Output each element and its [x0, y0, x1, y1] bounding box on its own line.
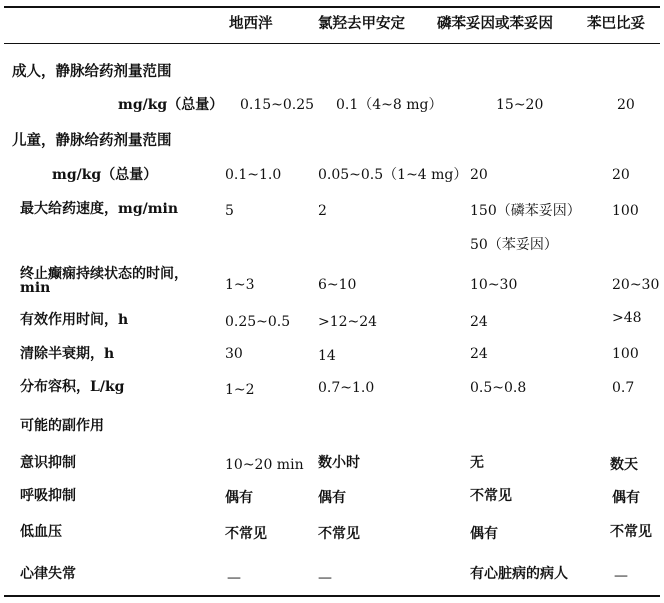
table-cell: 10~30: [470, 277, 518, 293]
table-cell: 不常见: [610, 524, 652, 540]
table-cell: 有心脏病的病人: [470, 566, 568, 582]
table-cell: 2: [318, 203, 327, 219]
table-cell: 20: [612, 167, 630, 183]
table-cell: 0.7~1.0: [318, 380, 375, 396]
table-cell: 偶有: [612, 490, 640, 506]
table-cell: 10~20 min: [225, 457, 304, 473]
row-label: 低血压: [20, 524, 62, 540]
table-cell: 24: [470, 314, 488, 330]
table-cell: 30: [225, 346, 243, 362]
table-cell: —: [318, 570, 332, 586]
table-cell: 数小时: [318, 455, 360, 471]
section-title-side-effects: 可能的副作用: [20, 418, 104, 434]
table-cell: 0.25~0.5: [225, 314, 291, 330]
row-label: 心律失常: [20, 566, 76, 582]
row-label: 清除半衰期，h: [20, 346, 115, 362]
section-title-child: 儿童，静脉给药剂量范围: [12, 132, 172, 149]
table-cell: >12~24: [318, 314, 378, 330]
table-cell: >48: [612, 310, 642, 326]
row-label: 呼吸抑制: [20, 488, 76, 504]
header-diazepam: 地西泮: [229, 15, 273, 32]
table-cell: 100: [612, 346, 639, 362]
table-cell: 不常见: [225, 526, 267, 542]
table-cell: 100: [612, 203, 639, 219]
table-cell: 偶有: [225, 490, 253, 506]
table-cell: 0.7: [612, 380, 635, 396]
header-phenytoin: 磷苯妥因或苯妥因: [437, 15, 553, 32]
table-cell: —: [227, 570, 241, 586]
table-cell: 5: [225, 203, 234, 219]
table-cell: 1~2: [225, 382, 255, 398]
table-cell: 偶有: [470, 526, 498, 542]
table-cell: 20: [617, 97, 635, 113]
table-bottom-rule: [4, 595, 660, 597]
table-cell: 数天: [610, 457, 638, 473]
row-label: 意识抑制: [20, 455, 76, 471]
table-cell: 不常见: [318, 526, 360, 542]
table-cell: 不常见: [470, 488, 512, 504]
table-cell: 1~3: [225, 277, 255, 293]
table-cell: 20: [470, 167, 488, 183]
row-label: 有效作用时间，h: [20, 312, 129, 328]
row-label: 分布容积，L/kg: [20, 379, 125, 395]
table-cell: 0.1（4~8 mg）: [336, 97, 443, 113]
row-label: mg/kg（总量）: [52, 167, 158, 183]
table-header-rule: [4, 43, 660, 44]
table-cell: 20~30: [612, 277, 660, 293]
row-label: 最大给药速度，mg/min: [20, 201, 179, 217]
table-cell: 0.15~0.25: [240, 97, 315, 113]
table-cell: 50（苯妥因）: [470, 237, 558, 253]
row-label: mg/kg（总量）: [118, 97, 224, 113]
table-cell: 0.05~0.5（1~4 mg）: [318, 167, 468, 183]
header-lorazepam: 氯羟去甲安定: [318, 15, 405, 32]
table-cell: 14: [318, 348, 336, 364]
table-cell: —: [614, 568, 628, 584]
table-cell: 24: [470, 346, 488, 362]
section-title-adult: 成人，静脉给药剂量范围: [12, 63, 172, 80]
table-cell: 15~20: [496, 97, 544, 113]
table-cell: 150（磷苯妥因）: [470, 203, 581, 219]
table-cell: 偶有: [318, 490, 346, 506]
table-cell: 无: [470, 455, 484, 471]
table-cell: 0.1~1.0: [225, 167, 282, 183]
table-cell: 6~10: [318, 277, 357, 293]
table-top-rule: [4, 6, 660, 8]
row-label: 终止癫痫持续状态的时间，min: [20, 266, 188, 296]
table-cell: 0.5~0.8: [470, 380, 527, 396]
header-phenobarbital: 苯巴比妥: [587, 15, 645, 32]
